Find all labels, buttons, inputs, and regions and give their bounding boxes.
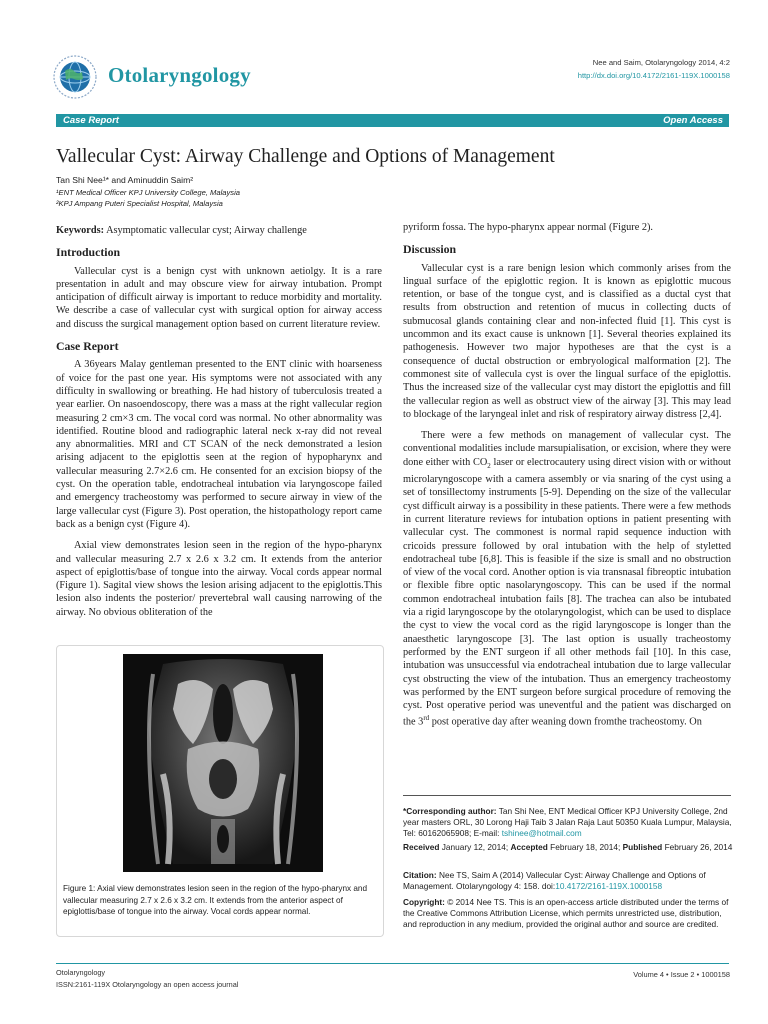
cite-line: Nee and Saim, Otolaryngology 2014, 4:2	[592, 58, 730, 67]
keywords	[56, 224, 382, 237]
authors: Tan Shi Nee¹* and Aminuddin Saim²	[56, 175, 194, 185]
continued-text: pyriform fossa. The hypo-pharynx appear normal (Figure 2).	[403, 222, 654, 233]
received-date: January 12, 2014;	[441, 842, 509, 852]
case-paragraph-1: A 36years Malay gentleman presented to the ENT clinic with hoarseness of voice for the past one year. His symptoms were not associated with any difficulty in swallowing or breathing. He had history of tuberculosis treated a year earlier. On nasoendoscopy, there was a mass at the right vallecular region measuring 2 cm×3 cm. The vocal cord was normal. No other abnormality was identified. Routine blood and radiographic lateral neck x-ray did not reveal any abnormalities. MRI and CT SCAN of the neck demonstrated a lesion arising adjacent to the epiglottis seen at the region of hypopharynx and vallecular measuring 2.7×2.6 cm. He consented for an excision biopsy of the cyst. On the operation table, endotracheal intubation via laryngoscope failed and emergency tracheostomy was performed to secure airway in view of the large vallecular cyst (Figure 3). Post operation, the histopathology report came back as a benign cyst (Figure 4).	[56, 359, 382, 530]
article-type-bar	[56, 114, 729, 127]
footer-divider	[56, 963, 729, 964]
section-heading-discussion: Discussion	[403, 242, 457, 257]
footer-left	[56, 967, 238, 991]
mri-scan-image	[123, 654, 323, 872]
keywords-label: Keywords:	[56, 225, 105, 236]
affiliation-2: ²KPJ Ampang Puteri Specialist Hospital, Malaysia	[56, 199, 223, 208]
open-access-label: Open Access	[663, 115, 723, 126]
footer-volume: Volume 4 • Issue 2 • 1000158	[633, 970, 730, 979]
citation-doi-link[interactable]: 10.4172/2161-119X.1000158	[555, 880, 663, 891]
citation-label: Citation:	[403, 870, 437, 880]
citation-text: Nee TS, Saim A (2014) Vallecular Cyst: Airway Challenge and Options of Management. Otolaryngology 4: 158. doi:	[403, 870, 706, 891]
citation-header	[578, 56, 730, 82]
accepted-date: February 18, 2014;	[550, 842, 621, 852]
citation-note	[403, 870, 733, 892]
left-column	[56, 224, 382, 619]
discussion-p2-part-b: laser or electrocautery using direct vision with or without microlaryngoscope with a camera assembly or via snaring of the cyst using a set of tonsillectomy instruments [5-9]. Depending on the size of the vallecular cyst difficult airway is a possibility in these patients. There were a few methods in current literature reviews for intubation options in patient presenting with vallecular cyst. The commonest is normal rapid sequence induction with cricoids pressure followed by oral intubation with the help of styletted endotracheal tube [6,8]. This is feasible if the size is small and no obstruction of view of the vocal cord. Another option is via transnasal fibreoptic intubation or flexible fibre optic nasolaryngoscopy. This can be used if the normal common endotracheal intubation fails [8]. The trachea can also be intubated via a rigid laryngoscope by the otolaryngologist, which can be used to displace the cyst to view the vocal cord as the rigid laryngoscope is longer than the anaesthetic laryngoscope [3]. The last option is usually tracheostomy performed by the ENT surgeon if all other methods fail [10]. In this case, intubation was unsuccessful via endotracheal intubation due to large vallecular cyst obstructing the view of the intubation. Thus an emergency tracheostomy was performed by the ENT surgeon before surgical procedure of removing the cyst. Post operative period was uneventful and the patient was discharged on the 3	[403, 456, 731, 728]
corr-text: Tan Shi Nee, ENT Medical Officer KPJ University College, 2nd year masters ORL, 30 Lorong Haji Taib 3 Jalan Raja Laut 50350 Kuala Lumpur, Malaysia, Tel: 60162065908; E-mail:	[403, 806, 732, 838]
figure-caption: Figure 1: Axial view demonstrates lesion seen in the region of the hypo-pharynx and vallecular measuring 2.7 x 2.6 x 3.2 cm. It extends from the anterior aspect of epiglottis/base of tongue into the airway. Vocal cords appear normal.	[63, 884, 368, 916]
email-link[interactable]: tshinee@hotmail.com	[501, 827, 582, 838]
copyright-note	[403, 897, 733, 929]
discussion-paragraph-1: Vallecular cyst is a rare benign lesion which commonly arises from the lingual surface of the epiglottic region. It is known as epiglottic mucous retention, or base of the tongue cyst, and is classified as a ductal cyst that results from obstruction and retention of mucus in collecting ducts of submucosal glands containing clear and non-infected fluid [1]. This cyst is uncommon and its exact cause is unknown [1]. Several theories explained its pathogenesis. However two major hypotheses are that the cyst is a consequence of ductal obstruction or embryological malformation [2]. The commonest site of vallecula cyst is over the lingual surface of the epiglottis. Thus the increased size of the vallecular cyst may distort the epiglottis and fill the vallecular region as well as obstruct view of the airway [3]. This may lead to blockage of the laryngeal inlet and risk of respiratory airway distress [2,4].	[403, 262, 731, 420]
affiliation-1: ¹ENT Medical Officer KPJ University College, Malaysia	[56, 188, 240, 197]
figure-1	[56, 645, 384, 937]
keywords-text: Asymptomatic vallecular cyst; Airway challenge	[106, 225, 307, 236]
dates-note	[403, 842, 733, 853]
article-type-label: Case Report	[63, 115, 119, 126]
section-heading-case-report: Case Report	[56, 339, 119, 354]
right-column	[403, 221, 731, 729]
accepted-label: Accepted	[510, 842, 548, 852]
published-label: Published	[622, 842, 663, 852]
footer-journal: Otolaryngology	[56, 968, 106, 977]
published-date: February 26, 2014	[664, 842, 733, 852]
copyright-text: © 2014 Nee TS. This is an open-access article distributed under the terms of the Creative Commons Attribution License, which permits unrestricted use, distribution, and reproduction in any medium, provided the original author and source are credited.	[403, 897, 729, 929]
discussion-p2-part-c: post operative day after weaning down fromthe tracheostomy. On	[429, 716, 702, 728]
case-paragraph-2: Axial view demonstrates lesion seen in the region of the hypo-pharynx and vallecular measuring 2.7 x 2.6 x 3.2 cm. It extends from the anterior aspect of epiglottis/base of tongue into the airway. Vocal cords appear normal (Figure 1). Sagital view shows the lesion arising adjacent to the epiglottis.This lesion also indents the posterior/ prevertebral wall causing narrowing of the airway. No obvious obliteration of the	[56, 540, 382, 618]
section-heading-introduction: Introduction	[56, 245, 121, 260]
corr-label: *Corresponding author:	[403, 806, 497, 816]
article-title: Vallecular Cyst: Airway Challenge and Options of Management	[56, 146, 555, 167]
footer-issn: ISSN:2161-119X Otolaryngology an open access journal	[56, 980, 239, 989]
discussion-p2-part-a: There were a few methods on management of vallecular cyst. The conventional modalities include marsupialisation, or excision, where they were done either with CO	[403, 430, 731, 468]
publisher-globe-icon	[52, 54, 98, 100]
corresponding-author-note	[403, 806, 733, 838]
doi-link[interactable]: http://dx.doi.org/10.4172/2161-119X.1000158	[577, 71, 730, 80]
footnote-divider	[403, 795, 731, 796]
discussion-paragraph-2	[403, 429, 731, 729]
received-label: Received	[403, 842, 440, 852]
copyright-label: Copyright:	[403, 897, 445, 907]
ordinal-superscript: rd	[423, 714, 430, 723]
co2-subscript: 2	[487, 461, 491, 470]
intro-paragraph: Vallecular cyst is a benign cyst with unknown aetiolgy. It is a rare presentation in adult and may obscure view for airway intubation. Prompt anticipation of difficult airway is important to reduce morbidity and mortality. We describe a case of vallecular cyst with surgical option for airway access and discuss the surgical management option based on current literature review.	[56, 265, 382, 330]
journal-name: Otolaryngology	[108, 63, 251, 87]
